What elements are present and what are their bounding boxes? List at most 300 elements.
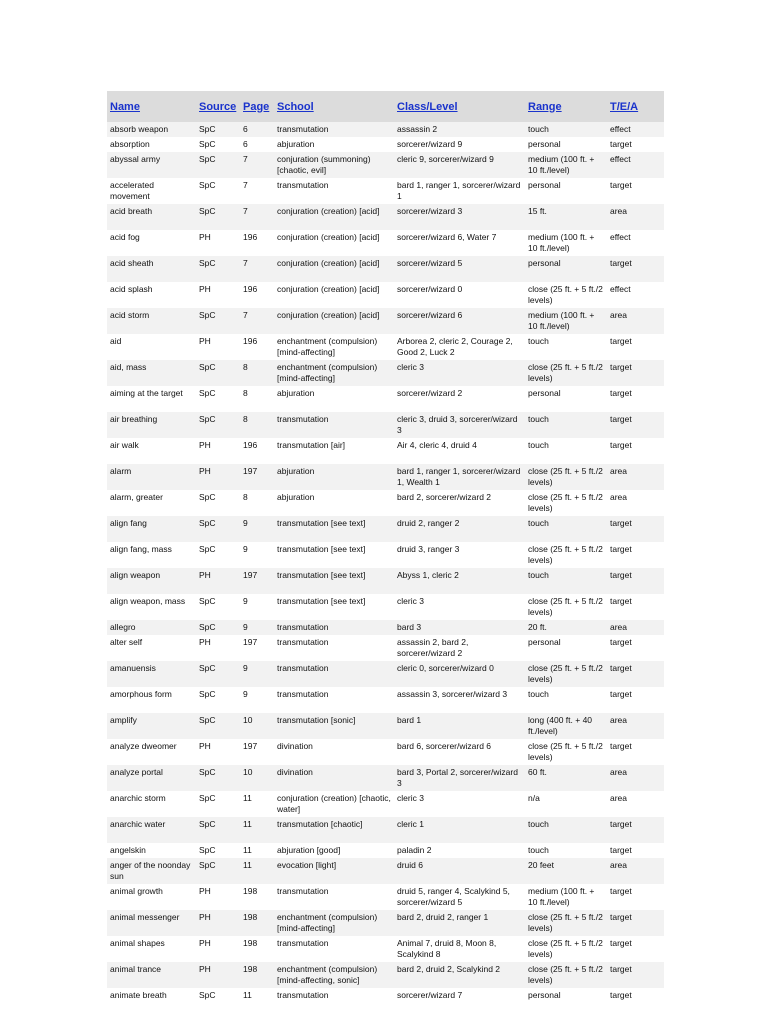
cell-school: transmutation [see text] [274,542,394,568]
cell-source: SpC [196,122,240,137]
cell-school: abjuration [good] [274,843,394,858]
cell-range: 20 feet [525,858,607,884]
cell-class-level: bard 1 [394,713,525,739]
cell-name: alarm, greater [107,490,196,516]
cell-tea: target [607,256,664,282]
cell-class-level: cleric 9, sorcerer/wizard 9 [394,152,525,178]
cell-class-level: bard 2, sorcerer/wizard 2 [394,490,525,516]
cell-tea: target [607,438,664,464]
cell-class-level: sorcerer/wizard 6, Water 7 [394,230,525,256]
cell-tea: target [607,516,664,542]
cell-source: PH [196,282,240,308]
cell-name: animal shapes [107,936,196,962]
cell-class-level: druid 3, ranger 3 [394,542,525,568]
table-row [107,791,664,817]
cell-range: medium (100 ft. + 10 ft./level) [525,308,607,334]
cell-tea: target [607,594,664,620]
table-row [107,661,664,687]
cell-page: 7 [240,178,274,204]
table-row [107,122,664,137]
cell-tea: target [607,412,664,438]
cell-name: amplify [107,713,196,739]
cell-school: transmutation [274,122,394,137]
cell-name: align fang [107,516,196,542]
cell-tea: target [607,884,664,910]
cell-class-level: Animal 7, druid 8, Moon 8, Scalykind 8 [394,936,525,962]
cell-tea: effect [607,152,664,178]
cell-tea: target [607,962,664,988]
cell-range: medium (100 ft. + 10 ft./level) [525,230,607,256]
cell-source: SpC [196,152,240,178]
cell-school: divination [274,765,394,791]
cell-page: 198 [240,936,274,962]
cell-range: touch [525,568,607,594]
cell-name: amorphous form [107,687,196,713]
cell-page: 196 [240,438,274,464]
cell-page: 196 [240,230,274,256]
cell-class-level: bard 1, ranger 1, sorcerer/wizard 1 [394,178,525,204]
cell-page: 8 [240,360,274,386]
cell-range: close (25 ft. + 5 ft./2 levels) [525,594,607,620]
cell-school: evocation [light] [274,858,394,884]
cell-name: alter self [107,635,196,661]
cell-name: animal messenger [107,910,196,936]
cell-range: close (25 ft. + 5 ft./2 levels) [525,282,607,308]
cell-name: anarchic storm [107,791,196,817]
cell-range: touch [525,334,607,360]
cell-class-level: cleric 3 [394,594,525,620]
cell-source: PH [196,230,240,256]
cell-tea: area [607,620,664,635]
cell-range: medium (100 ft. + 10 ft./level) [525,884,607,910]
cell-source: SpC [196,490,240,516]
cell-school: transmutation [274,412,394,438]
table-row [107,516,664,542]
cell-range: close (25 ft. + 5 ft./2 levels) [525,739,607,765]
cell-class-level: cleric 1 [394,817,525,843]
cell-page: 8 [240,412,274,438]
cell-source: SpC [196,204,240,230]
cell-page: 8 [240,386,274,412]
cell-class-level: sorcerer/wizard 9 [394,137,525,152]
cell-name: aiming at the target [107,386,196,412]
cell-range: close (25 ft. + 5 ft./2 levels) [525,962,607,988]
cell-range: touch [525,122,607,137]
cell-source: SpC [196,988,240,1003]
table-row [107,230,664,256]
cell-name: align weapon [107,568,196,594]
cell-page: 196 [240,334,274,360]
cell-class-level: assassin 2 [394,122,525,137]
spell-list-sheet [107,91,664,1003]
cell-page: 9 [240,687,274,713]
cell-source: SpC [196,620,240,635]
cell-class-level: cleric 3 [394,791,525,817]
cell-school: transmutation [chaotic] [274,817,394,843]
table-row [107,386,664,412]
table-row [107,542,664,568]
cell-class-level: Abyss 1, cleric 2 [394,568,525,594]
cell-school: conjuration (creation) [acid] [274,230,394,256]
cell-name: allegro [107,620,196,635]
header-row [107,91,664,122]
cell-school: transmutation [274,635,394,661]
header-class-level-link[interactable]: Class/Level [394,91,525,122]
cell-school: abjuration [274,386,394,412]
cell-name: aid [107,334,196,360]
cell-tea: target [607,739,664,765]
cell-class-level: cleric 3 [394,360,525,386]
cell-range: personal [525,386,607,412]
table-row [107,910,664,936]
cell-source: SpC [196,256,240,282]
cell-range: close (25 ft. + 5 ft./2 levels) [525,542,607,568]
cell-name: air breathing [107,412,196,438]
cell-name: absorption [107,137,196,152]
cell-name: acid storm [107,308,196,334]
cell-tea: target [607,334,664,360]
table-row [107,282,664,308]
cell-name: alarm [107,464,196,490]
cell-range: touch [525,438,607,464]
spell-table [107,91,664,1003]
cell-page: 198 [240,962,274,988]
cell-source: SpC [196,137,240,152]
cell-tea: target [607,687,664,713]
cell-tea: effect [607,122,664,137]
cell-tea: target [607,817,664,843]
cell-name: align fang, mass [107,542,196,568]
cell-name: analyze dweomer [107,739,196,765]
cell-name: animal trance [107,962,196,988]
cell-school: transmutation [see text] [274,568,394,594]
table-body [107,122,664,1003]
table-row [107,334,664,360]
cell-page: 10 [240,765,274,791]
cell-page: 9 [240,542,274,568]
header-page-link[interactable]: Page [240,91,274,122]
cell-source: PH [196,936,240,962]
cell-name: analyze portal [107,765,196,791]
cell-name: animal growth [107,884,196,910]
cell-class-level: paladin 2 [394,843,525,858]
table-row [107,765,664,791]
cell-page: 11 [240,858,274,884]
cell-source: SpC [196,308,240,334]
cell-school: transmutation [274,620,394,635]
cell-school: transmutation [see text] [274,594,394,620]
cell-class-level: druid 6 [394,858,525,884]
cell-school: conjuration (summoning) [chaotic, evil] [274,152,394,178]
cell-source: PH [196,739,240,765]
cell-range: long (400 ft. + 40 ft./level) [525,713,607,739]
cell-tea: area [607,308,664,334]
cell-page: 7 [240,256,274,282]
table-row [107,438,664,464]
table-row [107,204,664,230]
table-row [107,635,664,661]
cell-class-level: druid 5, ranger 4, Scalykind 5, sorcerer/wizard 5 [394,884,525,910]
cell-page: 9 [240,594,274,620]
header-source-link[interactable]: Source [196,91,240,122]
cell-source: SpC [196,661,240,687]
cell-page: 10 [240,713,274,739]
cell-source: PH [196,438,240,464]
cell-page: 7 [240,152,274,178]
cell-range: 60 ft. [525,765,607,791]
table-row [107,884,664,910]
cell-range: personal [525,178,607,204]
cell-school: divination [274,739,394,765]
table-row [107,713,664,739]
cell-range: personal [525,988,607,1003]
cell-school: enchantment (compulsion) [mind-affecting] [274,334,394,360]
cell-school: transmutation [274,936,394,962]
cell-source: PH [196,635,240,661]
cell-page: 11 [240,791,274,817]
cell-name: angelskin [107,843,196,858]
table-row [107,178,664,204]
cell-range: 20 ft. [525,620,607,635]
table-row [107,256,664,282]
cell-source: SpC [196,713,240,739]
cell-class-level: sorcerer/wizard 6 [394,308,525,334]
cell-range: close (25 ft. + 5 ft./2 levels) [525,464,607,490]
cell-source: SpC [196,817,240,843]
cell-school: transmutation [274,661,394,687]
cell-name: air walk [107,438,196,464]
cell-range: personal [525,635,607,661]
cell-class-level: cleric 3, druid 3, sorcerer/wizard 3 [394,412,525,438]
table-row [107,962,664,988]
cell-name: anarchic water [107,817,196,843]
cell-tea: target [607,936,664,962]
cell-tea: target [607,988,664,1003]
cell-name: acid sheath [107,256,196,282]
table-row [107,308,664,334]
cell-source: SpC [196,843,240,858]
cell-school: enchantment (compulsion) [mind-affecting] [274,360,394,386]
cell-tea: target [607,661,664,687]
cell-class-level: sorcerer/wizard 2 [394,386,525,412]
cell-source: PH [196,464,240,490]
cell-source: PH [196,962,240,988]
cell-source: SpC [196,594,240,620]
cell-range: touch [525,516,607,542]
cell-range: close (25 ft. + 5 ft./2 levels) [525,661,607,687]
cell-class-level: assassin 2, bard 2, sorcerer/wizard 2 [394,635,525,661]
cell-range: close (25 ft. + 5 ft./2 levels) [525,360,607,386]
cell-tea: target [607,635,664,661]
cell-page: 9 [240,620,274,635]
cell-page: 7 [240,204,274,230]
header-name-link[interactable]: Name [107,91,196,122]
table-row [107,490,664,516]
cell-page: 9 [240,516,274,542]
cell-tea: effect [607,230,664,256]
table-row [107,687,664,713]
cell-class-level: Air 4, cleric 4, druid 4 [394,438,525,464]
cell-class-level: sorcerer/wizard 7 [394,988,525,1003]
table-row [107,936,664,962]
cell-class-level: bard 3, Portal 2, sorcerer/wizard 3 [394,765,525,791]
cell-page: 197 [240,739,274,765]
cell-source: SpC [196,412,240,438]
cell-tea: area [607,858,664,884]
table-row [107,568,664,594]
cell-class-level: cleric 0, sorcerer/wizard 0 [394,661,525,687]
cell-school: conjuration (creation) [acid] [274,204,394,230]
cell-name: acid splash [107,282,196,308]
cell-source: PH [196,910,240,936]
cell-page: 196 [240,282,274,308]
cell-name: acid fog [107,230,196,256]
cell-school: transmutation [sonic] [274,713,394,739]
cell-tea: target [607,360,664,386]
cell-range: personal [525,137,607,152]
cell-source: SpC [196,791,240,817]
cell-tea: area [607,204,664,230]
cell-source: SpC [196,542,240,568]
cell-page: 197 [240,464,274,490]
cell-tea: target [607,386,664,412]
cell-source: SpC [196,386,240,412]
table-header [107,91,664,122]
cell-page: 197 [240,568,274,594]
cell-school: transmutation [274,988,394,1003]
table-row [107,817,664,843]
table-row [107,620,664,635]
cell-tea: area [607,765,664,791]
cell-page: 197 [240,635,274,661]
cell-range: touch [525,412,607,438]
cell-tea: target [607,542,664,568]
cell-school: transmutation [274,687,394,713]
cell-name: aid, mass [107,360,196,386]
cell-page: 11 [240,817,274,843]
cell-range: medium (100 ft. + 10 ft./level) [525,152,607,178]
table-row [107,843,664,858]
cell-range: close (25 ft. + 5 ft./2 levels) [525,936,607,962]
table-row [107,594,664,620]
cell-page: 198 [240,910,274,936]
table-row [107,360,664,386]
cell-page: 8 [240,490,274,516]
cell-range: touch [525,687,607,713]
cell-tea: target [607,568,664,594]
cell-source: PH [196,568,240,594]
cell-source: SpC [196,360,240,386]
cell-school: abjuration [274,490,394,516]
cell-source: SpC [196,765,240,791]
cell-school: enchantment (compulsion) [mind-affecting, sonic] [274,962,394,988]
cell-range: 15 ft. [525,204,607,230]
cell-class-level: sorcerer/wizard 3 [394,204,525,230]
cell-class-level: bard 1, ranger 1, sorcerer/wizard 1, Wealth 1 [394,464,525,490]
cell-name: accelerated movement [107,178,196,204]
table-row [107,739,664,765]
cell-school: abjuration [274,137,394,152]
cell-page: 198 [240,884,274,910]
cell-school: transmutation [air] [274,438,394,464]
cell-name: animate breath [107,988,196,1003]
cell-class-level: Arborea 2, cleric 2, Courage 2, Good 2, Luck 2 [394,334,525,360]
cell-school: conjuration (creation) [acid] [274,256,394,282]
cell-range: touch [525,817,607,843]
table-row [107,412,664,438]
cell-source: SpC [196,178,240,204]
cell-name: amanuensis [107,661,196,687]
cell-school: enchantment (compulsion) [mind-affecting] [274,910,394,936]
cell-range: touch [525,843,607,858]
cell-page: 6 [240,122,274,137]
cell-school: conjuration (creation) [acid] [274,308,394,334]
cell-tea: target [607,137,664,152]
cell-class-level: bard 6, sorcerer/wizard 6 [394,739,525,765]
cell-tea: target [607,843,664,858]
table-row [107,137,664,152]
header-range-link[interactable]: Range [525,91,607,122]
cell-school: conjuration (creation) [chaotic, water] [274,791,394,817]
cell-school: conjuration (creation) [acid] [274,282,394,308]
cell-page: 11 [240,843,274,858]
cell-tea: target [607,910,664,936]
table-row [107,152,664,178]
cell-source: SpC [196,858,240,884]
cell-name: absorb weapon [107,122,196,137]
cell-tea: effect [607,282,664,308]
cell-tea: area [607,713,664,739]
cell-source: PH [196,884,240,910]
cell-page: 11 [240,988,274,1003]
cell-tea: area [607,490,664,516]
header-tea-link[interactable]: T/E/A [607,91,664,122]
cell-source: PH [196,334,240,360]
cell-class-level: sorcerer/wizard 0 [394,282,525,308]
cell-range: close (25 ft. + 5 ft./2 levels) [525,910,607,936]
cell-tea: target [607,178,664,204]
cell-tea: area [607,464,664,490]
cell-class-level: druid 2, ranger 2 [394,516,525,542]
cell-page: 7 [240,308,274,334]
cell-school: abjuration [274,464,394,490]
cell-school: transmutation [274,178,394,204]
cell-school: transmutation [see text] [274,516,394,542]
cell-class-level: bard 2, druid 2, ranger 1 [394,910,525,936]
table-row [107,464,664,490]
cell-class-level: bard 2, druid 2, Scalykind 2 [394,962,525,988]
cell-class-level: bard 3 [394,620,525,635]
table-row [107,858,664,884]
cell-name: align weapon, mass [107,594,196,620]
cell-name: acid breath [107,204,196,230]
cell-name: anger of the noonday sun [107,858,196,884]
cell-class-level: sorcerer/wizard 5 [394,256,525,282]
header-school-link[interactable]: School [274,91,394,122]
cell-source: SpC [196,516,240,542]
cell-page: 6 [240,137,274,152]
cell-range: n/a [525,791,607,817]
cell-school: transmutation [274,884,394,910]
cell-tea: area [607,791,664,817]
cell-range: personal [525,256,607,282]
cell-name: abyssal army [107,152,196,178]
cell-page: 9 [240,661,274,687]
table-row [107,988,664,1003]
cell-range: close (25 ft. + 5 ft./2 levels) [525,490,607,516]
cell-class-level: assassin 3, sorcerer/wizard 3 [394,687,525,713]
cell-source: SpC [196,687,240,713]
